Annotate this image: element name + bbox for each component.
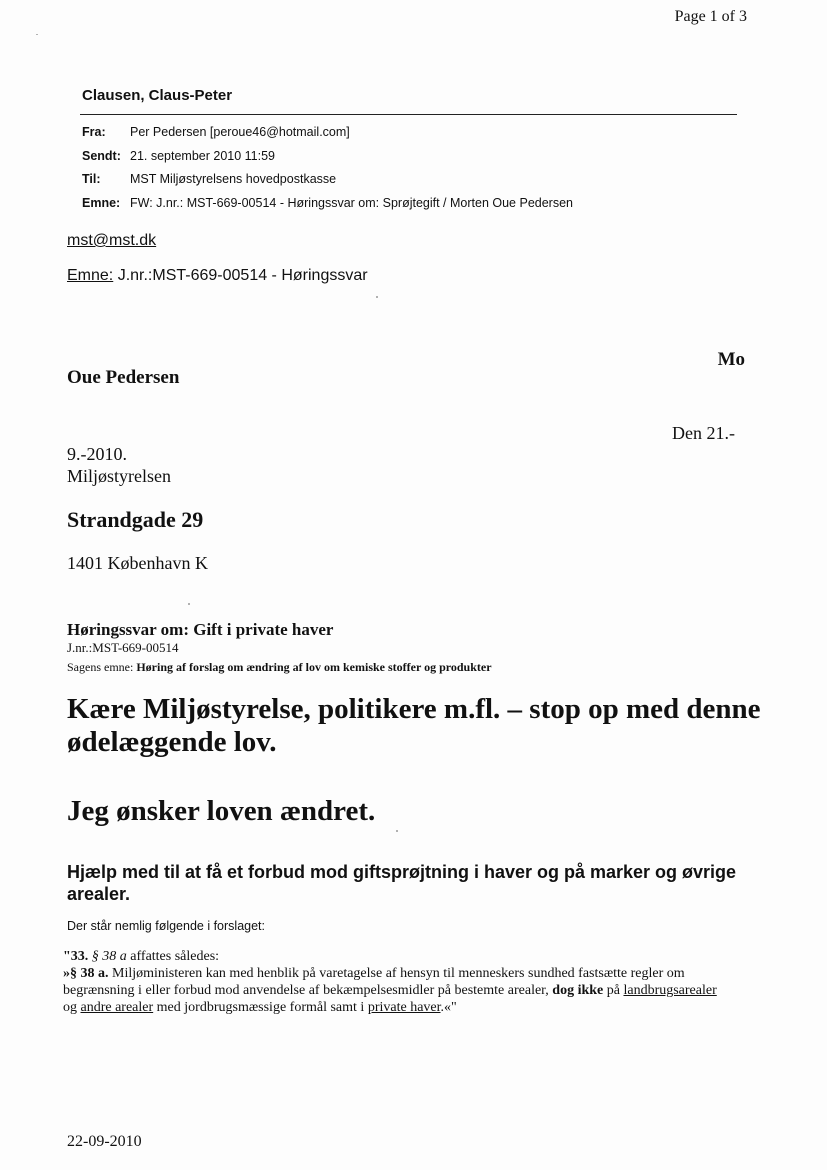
quote-section-ref: § 38 a — [91, 949, 127, 964]
quote-og: og — [63, 1000, 81, 1015]
subject-label: Emne: — [82, 196, 121, 210]
plea-paragraph: Hjælp med til at få et forbud mod giftsprøjtning i haver og på marker og øvrige arealer. — [67, 862, 737, 904]
letter-date-prefix: Den 21.- — [672, 423, 735, 443]
case-subject-label: Sagens emne: — [67, 660, 137, 674]
sender-surname: Oue Pedersen — [67, 367, 180, 388]
recipient-street: Strandgade 29 — [67, 507, 204, 532]
email-sender-name: Clausen, Claus-Peter — [82, 87, 233, 104]
email-subject-row — [82, 196, 573, 210]
sender-name-fragment: Mo — [717, 349, 745, 370]
to-label: Til: — [82, 172, 101, 186]
intro-line: Der står nemlig følgende i forslaget: — [67, 919, 266, 933]
case-number: J.nr.:MST-669-00514 — [67, 640, 179, 655]
from-value: Per Pedersen [peroue46@hotmail.com] — [130, 125, 350, 139]
sent-label: Sendt: — [82, 149, 121, 163]
letter-subject-title: Høringssvar om: Gift i private haver — [67, 620, 334, 639]
header-divider — [80, 114, 737, 115]
quote-med: med jordbrugsmæssige formål samt i — [153, 1000, 368, 1015]
headline-appeal: Kære Miljøstyrelse, politikere m.fl. – stop op med denne ødelæggende lov. — [67, 693, 761, 758]
quote-andre-arealer: andre arealer — [80, 1000, 154, 1015]
letter-date-suffix: 9.-2010. — [67, 444, 127, 464]
page-number: Page 1 of 3 — [674, 8, 747, 25]
law-quote — [63, 948, 723, 1016]
quote-pa: på — [603, 983, 624, 998]
quote-landbrugsarealer: landbrugsarealer — [623, 983, 717, 998]
quote-dog-ikke: dog ikke — [552, 983, 604, 998]
footer-date: 22-09-2010 — [67, 1133, 142, 1150]
quote-paragraph — [63, 965, 723, 1016]
quote-section-start: »§ 38 a. — [63, 966, 109, 981]
quote-private-haver: private haver — [367, 1000, 441, 1015]
body-subject-line — [67, 267, 368, 285]
body-subject-value: J.nr.:MST-669-00514 - Høringssvar — [113, 267, 368, 284]
email-from-row — [82, 125, 350, 139]
case-subject-value: Høring af forslag om ændring af lov om kemiske stoffer og produkter — [136, 660, 492, 674]
quote-text: Miljøministeren kan med henblik på varetagelse af hensyn til menneskers sundhed fastsætte regler om begrænsning i eller forbud mod anvendelse af bekæmpelsesmidler på bestemte arealer, — [63, 966, 685, 998]
quote-line-1-rest: affattes således: — [126, 949, 220, 964]
email-sent-row — [82, 149, 275, 163]
scan-speck — [396, 830, 398, 832]
quote-line-1 — [63, 948, 723, 965]
sent-value: 21. september 2010 11:59 — [130, 149, 276, 163]
email-address-link[interactable]: mst@mst.dk — [67, 232, 157, 249]
scan-speck — [376, 296, 378, 298]
scan-speck — [36, 34, 38, 35]
scan-speck — [188, 603, 190, 605]
recipient-city: 1401 København K — [67, 553, 208, 573]
subject-value: FW: J.nr.: MST-669-00514 - Høringssvar om: Sprøjtegift / Morten Oue Pedersen — [130, 196, 573, 210]
from-label: Fra: — [82, 125, 106, 139]
case-subject — [67, 660, 492, 675]
recipient-name: Miljøstyrelsen — [67, 466, 171, 486]
email-to-row — [82, 172, 336, 186]
quote-end: .«" — [440, 1000, 457, 1015]
headline-demand: Jeg ønsker loven ændret. — [67, 795, 376, 827]
body-subject-label: Emne: — [67, 267, 114, 284]
to-value: MST Miljøstyrelsens hovedpostkasse — [130, 172, 337, 186]
quote-item-number: "33. — [63, 949, 92, 964]
